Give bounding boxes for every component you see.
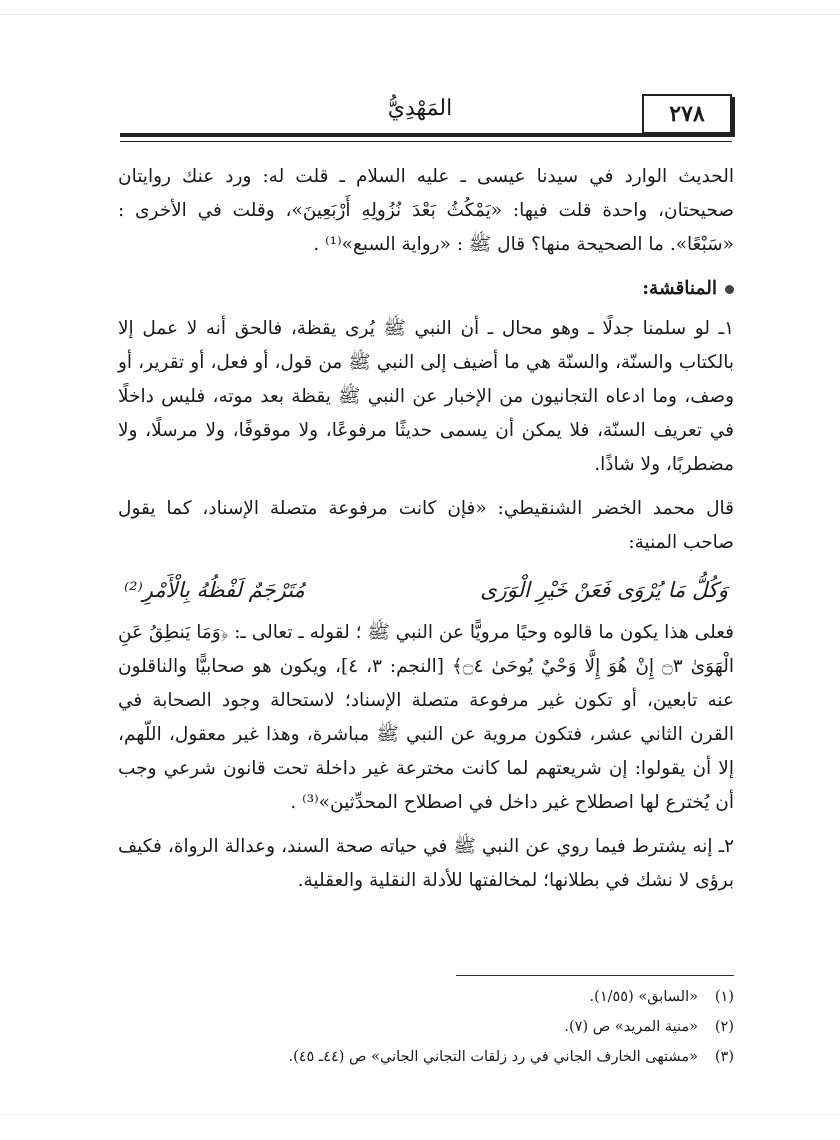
paragraph-hadith: الحديث الوارد في سيدنا عيسى ـ عليه السلام ـ قلت له: ورد عنك روايتان صحيحتان، واحدة قلت فيها: «يَمْكُثُ بَعْدَ نُزُولِهِ أَرْبَعِينَ»، وقلت في الأخرى : «سَبْعًا». ما الصحيحة منها؟ قال ﷺ : «رواية السبع»⁽¹⁾ . xyxy=(118,166,734,255)
header-rule-thin xyxy=(120,141,732,142)
section-heading-label: المناقشة: xyxy=(642,278,717,299)
paragraph-quote-intro: قال محمد الخضر الشنقيطي: «فإن كانت مرفوعة متصلة الإسناد، كما يقول صاحب المنية: xyxy=(118,498,734,553)
page-number: ٢٧٨ xyxy=(642,94,732,134)
running-title: المَهْدِيُّ xyxy=(387,96,453,121)
footnote xyxy=(118,1042,734,1072)
footnote-number: (٣) xyxy=(714,1049,734,1065)
footnote-text: «السابق» (١/٥٥). xyxy=(589,989,698,1005)
footnote xyxy=(118,982,734,1012)
poem-verse xyxy=(118,570,734,610)
scan-edge-top xyxy=(0,14,840,15)
footnote-number: (٢) xyxy=(714,1019,734,1035)
scan-edge-bottom xyxy=(0,1114,840,1115)
footnote-text: «منية المريد» ص (٧). xyxy=(564,1019,698,1035)
poem-hemistich-left: مُتَرْجَمٌ لَفْظُهُ بِالْأَمْرِ⁽²⁾ xyxy=(124,578,305,602)
list-item-2: ٢ـ إنه يشترط فيما روي عن النبي ﷺ في حياته صحة السند، وعدالة الرواة، فكيف برؤى لا نشك في بطلانها؛ لمخالفتها للأدلة النقلية والعقلية. xyxy=(118,836,734,891)
footnote-text: «مشتهى الخارف الجاني في رد زلقات التجاني الجاني» ص (٤٤ـ ٤٥). xyxy=(288,1049,698,1065)
header-rule-thick xyxy=(120,133,732,137)
footnotes xyxy=(118,975,734,1072)
section-heading xyxy=(118,272,734,306)
footnote-rule xyxy=(456,975,734,976)
list-item-1: ١ـ لو سلمنا جدلًا ـ وهو محال ـ أن النبي ﷺ يُرى يقظة، فالحق أنه لا عمل إلا بالكتاب والسنّة، والسنّة هي ما أضيف إلى النبي ﷺ من قول، أو فعل، أو تقرير، أو وصف، وما ادعاه التجانيون من الإخبار عن النبي ﷺ يقظة بعد موته، فليس داخلًا في تعريف السنّة، فلا يمكن أن يسمى حديثًا مرفوعًا، ولا موقوفًا، ولا مرسلًا، ولا مضطربًا، ولا شاذًا. xyxy=(118,318,734,475)
main-text xyxy=(118,160,734,908)
poem-hemistich-right: وَكُلُّ مَا يُرْوَى فَعَنْ خَيْرِ الْوَرَى xyxy=(480,578,728,602)
footnote-number: (١) xyxy=(714,989,734,1005)
bullet-icon xyxy=(725,285,734,294)
footnote xyxy=(118,1012,734,1042)
paragraph-argument: فعلى هذا يكون ما قالوه وحيًا مرويًّا عن النبي ﷺ ؛ لقوله ـ تعالى ـ: ﴿وَمَا يَنطِقُ عَنِ الْهَوَىٰ ۝٣ إِنْ هُوَ إِلَّا وَحْيٌ يُوحَىٰ ۝٤﴾ [النجم: ٣، ٤]، ويكون هو صحابيًّا والناقلون عنه تابعين، أو تكون غير مرفوعة متصلة الإسناد؛ لاستحالة وجود الصحابة في القرن الثاني عشر، فتكون مروية عن النبي ﷺ مباشرة، وهذا غير معقول، اللّهم، إلا أن يقولوا: إن شريعتهم لما كانت مخترعة غير داخلة تحت قانون شرعي وجب أن يُخترع لها اصطلاح غير داخل في اصطلاح المحدِّثين»⁽³⁾ . xyxy=(118,622,734,813)
page-header xyxy=(120,88,732,146)
